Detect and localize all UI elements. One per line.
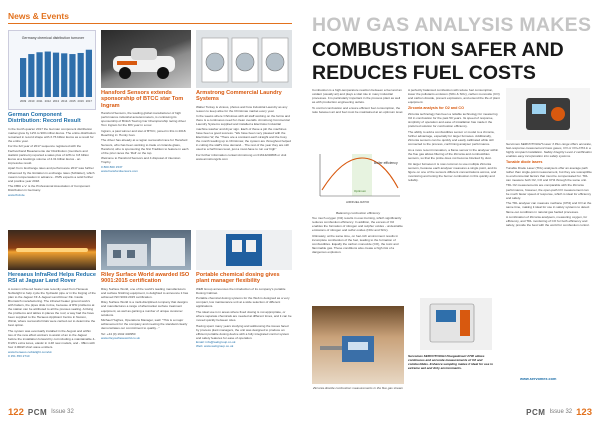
laser-analyser-photo: [506, 88, 590, 140]
article-paragraph: Michael Hughes, Operations Manager, said: "This is a major achievement for the company and meeting the standard clearly demonstrates our commitment to quality...": [101, 318, 189, 331]
chart-tick-label: 2011: [36, 99, 43, 103]
article-title: Riley Surface World awarded ISO 9001:2015 certification: [101, 272, 190, 285]
fluegas-photo-caption: Servomex SERVOTOUGH FluegasExact 2700 allows continuous and accurate measurements of O2 and combustibles. Enhance sampling makes it ideal for use in extreme wet and dirty environments.: [408, 354, 493, 370]
chart-tick-label: 2017: [85, 99, 93, 103]
article-paragraph: In the fourth quarter 2017 the German component distribution market grew by 12% to 900 million Euros. The entire distribution remained in record shape with 3.76 billion Euros as a result for the entire year.: [8, 126, 97, 143]
curve-label: Boiler efficiency: [374, 161, 398, 165]
body-paragraph: Zirconia technology has been a reliable technology for measuring O2 in combustion for the past 50 years. Its speed of response, simplicity of operation and ease of installation has made it the preferred solution for combustion efficiency.: [408, 111, 499, 129]
headline-line-2: COMBUSTION SAFER AND: [312, 39, 564, 61]
washing-machine-icon: [196, 30, 292, 88]
article-riley: [101, 272, 191, 402]
efficiency-graph: [312, 150, 404, 214]
issue-number: Issue 32: [549, 409, 573, 415]
article-paragraph: Portable chemical dosing systems for the Web is designed as a very compact, low maintenance unit at a wide selection of different applications.: [196, 296, 291, 309]
chart-tick-label: 2010: [28, 99, 35, 103]
chart-bar: [28, 54, 34, 97]
chart-tick-label: 2015: [69, 99, 76, 103]
headline-line-1: HOW GAS ANALYSIS MAKES: [312, 14, 592, 36]
article-paragraph: The driver has already at a region successful race for Hansford Sensors, who has been working to trade on Grande glass, Hansford, who is sponsoring the first Tradition to feature in each of the prior races the 'Roll' on the top.: [101, 138, 190, 155]
bar-chart-svg: [9, 31, 97, 111]
article-paragraph: In the weeks where Christmas with all staff working on the farms and there is a continuous need for clean overalls. Armstrong Commercial Laundry Systems supplied and installed a Electrolux Industrial machine washer and dryer sign. Each of these a job the machines have been a good success. "We have been very pleased with the Electrolux W, the "There are a constant each straight and the busy the month leading up to Christmas; the system are throughout helped in cutting the staff's time demand... The rest of the year they are still used to a half times level, just a must-have to run our high": [196, 114, 292, 152]
body-paragraph: As a more recent innovation, a flame sensor in the analyser within the flue gas allows filtering of the Zirconia and combustibles sensors, so that the probe does not become blocked by dust.: [408, 147, 500, 160]
article-paragraph: For the full year of 2017 sequence registered with the Fachverband Bauelemente der Distribution (members and statistic partners) reported a sales plus of 12% to 3.8 billion Euros at a bookings volume of 4.31 billion Euros - an impressive result.: [8, 144, 90, 165]
article-website-link[interactable]: www.fbdi.de: [8, 192, 25, 197]
article-heraeus: [8, 272, 96, 402]
chart-bar: [69, 54, 75, 97]
article-paragraph: A custom infra-red heater was recently used from Heraeus Noblelight to help cycle the hydraulic pipe or in the forging of the plan to the Jaguar XF & Jaguar Land Rover XE. Castle Bromwich manufacturing. The infrared heater ground work's with hatters, the pipes slide in-line, because of RSI problems at the station can be attributed to all the presses sealing. Arriving the problems and tables in places the roof, a way had the have been supplied to the Heraeus Applicant Centre in Neston, Wirral, where successful trials were carried out to determine the best option.: [8, 286, 97, 328]
article-phone: 0 800 800 1537: [101, 164, 123, 169]
article-hansford: [101, 90, 191, 230]
chart-bar: [53, 53, 59, 97]
article-armstrong: [196, 90, 292, 230]
article-paragraph: WEB Group announces the introduction of its company's portable Dosing Cabinet.: [196, 286, 287, 295]
racing-car-icon: [101, 30, 191, 88]
factory-icon: [101, 230, 191, 270]
article-email[interactable]: Email: info@webgroup.co.uk: [196, 340, 236, 345]
article-paragraph: The system was eventually installed in the August and within two of the new effect workers to assist of an to the Jaguar before the installation forward by cut including a maintainable 4-8 kW's extra tunes, elastic in 4.48 new models, and - 38km with four 4.00kW short wave emitters.: [8, 329, 96, 350]
body-paragraph: Too much oxygen (O2) results in over-burning, which significantly reduces combustion efficiency. In addition, the excess of O2 enables the formation of nitrogen and sulphur oxides - undesirable emissions of nitrogen and sulfur oxides (NOx and SOx).: [312, 216, 404, 233]
distribution-chart: [8, 30, 96, 110]
heater-glow-icon: [8, 230, 96, 270]
body-paragraph: A combination of Zirconia analysers, measuring oxygen, for efficiency, and TDL monitoring of CO for both efficiency and safety, provide the best with the world for combustion control.: [506, 215, 590, 228]
article-paragraph: The FBDi e.V. is the Professional Association of Component Distribution in Germany.: [8, 184, 91, 193]
article-phone: 0 151 353 2710: [8, 353, 30, 358]
article-paragraph: Tel: +44 (0) 1942 440950: [101, 332, 136, 337]
left-footer: [8, 404, 74, 420]
dosing-cabinet-photo: [196, 230, 292, 270]
furnace-photo-caption: Zirconia dioxide combustion measurements in the flue gas stream: [312, 386, 404, 390]
article-paragraph: Walter Turkey is vicious, photos and how Industrial Laundry as any reason to keep alive for the Christmas market every year.: [196, 104, 289, 113]
chart-bar: [78, 53, 84, 97]
article-website-link[interactable]: www.hansfordsensors.com: [101, 168, 138, 173]
x-axis-label: AIR/FUEL RATIO: [346, 200, 370, 204]
article-title: Portable chemical dosing gives plant manager flexibility: [196, 272, 280, 285]
body-paragraph: Ultimately, at the same time, on fuel-rich environment results in incomplete combustion of the fuel, leading to the formation of combustibles. Equally the carbon monoxide (CO), the toxic and flammable gas. These conditions also create a high risk of a dangerous explosion.: [312, 233, 400, 255]
article-paragraph: Having spent many years studying and addressing the issues faced by process plant managers, the unit was designed to produce an efficient portable dosing device with a fully integrated control system and safety features for ease of operation.: [196, 323, 291, 341]
chart-bar: [61, 53, 67, 97]
graph-caption: Balancing combustion efficiency: [335, 211, 381, 215]
article-website-link[interactable]: www.rileysurfaceworld.co.uk: [101, 336, 140, 341]
article-title: Hereaeus InfraRed Helps Reduce RSI at Jaguar Land Rover: [8, 272, 96, 285]
body-paragraph: On larger furnaces it is now common to use multiple Zirconia sensors, because each analyser measures a single point, and its figure on one of the sensors different concentrations across, and monitoring and tuning the burner combustion in this quickly and reliably.: [408, 161, 498, 182]
racing-car-photo: [101, 30, 191, 88]
body-paragraph: Tunable Diode Laser (TDL) analysers offer an average path rather than single-point measurement, but they are susceptible to environmental factors that must be compensated for. TDL can measure both O2, CO and CH4 through the same unit.: [506, 165, 593, 182]
analyser-probe-icon: [312, 306, 404, 384]
surface-world-photo: [101, 230, 191, 270]
article-website-link[interactable]: www.heraeus-noblelight.com/uk: [8, 349, 52, 354]
laser-photo-caption: Servomex SERVOTOUGH Laser 3 Plus range offers accurate, fast-response measurement trace gases, CO or CO+CH4 in a highly compact installation. Safety Integrity Level 2 certification enables easy incorporation into safety systems.: [506, 142, 592, 158]
dosing-cabinet-icon: [196, 230, 292, 270]
right-page: [300, 0, 600, 424]
section-rule: [8, 23, 292, 24]
chart-title: Germany chemical distribution turnover: [21, 36, 85, 40]
article-title: Hansford Sensors extends sponsorship of BTCC star Tom Ingram: [101, 90, 184, 109]
article-title: Armstrong Commercial Laundry Systems: [196, 90, 282, 103]
chart-bar: [86, 50, 92, 97]
efficiency-curve-svg: [312, 150, 404, 206]
magazine-name: PCM: [27, 407, 48, 417]
body-column-2: [408, 88, 500, 264]
servomex-website-link[interactable]: www.servomex.com: [520, 377, 557, 381]
article-distribution: [8, 112, 96, 228]
infrared-heater-photo: [8, 230, 96, 270]
sub-heading: Zirconia analysis for O2 and CO: [408, 106, 464, 111]
right-footer: [526, 404, 592, 420]
body-column-3: [506, 142, 592, 376]
body-paragraph: The ability to add a combustibles sensor or model to a zirconia, further advantage, especially for larger furnaces. Additionally, Zirconia sensors can be quickly and easily calibrated while still connected to the process, confirming analyser performance.: [408, 129, 496, 147]
chart-tick-label: 2014: [61, 99, 68, 103]
article-website-link[interactable]: Web: www.webgroup.co.uk: [196, 344, 234, 349]
body-column-1-lower: [312, 216, 404, 304]
furnace-analyser-photo: [312, 306, 404, 384]
article-paragraph: Welcome to Hansford Sensors and 4 disposal of intension Trophy.: [101, 156, 182, 165]
article-paragraph: For further information contact Armstrong on 01614240808 or visit www.armstrongcls.com: [196, 152, 288, 161]
article-paragraph: Riley Surface World is a multi-disciplined company that designs and manufactures a range of aftermarket surface treatment equipment, as well as gaining a number of unique customer solutions.: [101, 300, 189, 317]
optimum-label: Optimum: [354, 189, 367, 193]
sub-heading: Tunable diode lasers: [506, 160, 543, 164]
fluegas-analyser-photo: [420, 298, 492, 350]
chart-tick-label: 2013: [52, 99, 60, 103]
article-paragraph: Hansford Sensors, the leading global manufacturer of high performance industrial accelerometers, is continuing its sponsorship of British Touring Car Championship racing driver Tom Ingram for the fifth year in a row.: [101, 110, 187, 128]
body-paragraph: Combustion is a high-temperature reaction between a fuel and an oxidant (usually air) and plays a vital role in many industrial processes. It is particularly important in the process plant as well as with production engineering outlets.: [312, 88, 403, 105]
section-label: News & Events: [8, 11, 69, 21]
body-paragraph: A perfectly balanced combustion will reduce fuel consumption, lower the pollutants emission (NOx & SOx), carbon monoxide (CO) and carbon dioxide, prevent explosions, and extend the life of plant equipment.: [408, 88, 501, 105]
article-paragraph: Ingram, a past winner and star of BTCC, joined in this in 2018. Reaching in: Honky Ivan.: [101, 128, 188, 137]
body-paragraph: To control combustion and ensure efficient fuel consumption, the ratio between air and fuel must be maintained at an optimum level.: [312, 105, 404, 114]
headline-line-3: REDUCES FUEL COSTS: [312, 62, 536, 84]
laser-analyser-icon: [506, 88, 590, 140]
page-number: 123: [576, 406, 592, 418]
article-paragraph: The ideal use is in areas where fixed dosing is not appropriate, or where separate chemicals are needed at different times, and it can be moved quickly between sites.: [196, 310, 293, 323]
article-web-group: [196, 272, 292, 402]
article-paragraph: Apart from: Exchange rates and performance 2017 was further influenced by the limitation in exchange rates (Schlatter), which meant compensation in advance - PMS expects a solid further and positive year 2018.: [8, 166, 96, 183]
page-number: 122: [8, 406, 24, 418]
issue-number: Issue 32: [51, 409, 74, 415]
chart-tick-label: 2012: [44, 99, 51, 103]
article-paragraph: Riley Surface World, one of the world's leading manufacturers and surface finishing equipment, is delighted to announce it has achieved ISO 9001:2015 certification.: [101, 286, 190, 299]
chart-bar: [36, 52, 42, 97]
body-paragraph: TDL O2 measurements are comparable with the Zirconia performance, however, the open-path CO measurement can be much faster speed of response, which is ideal for efficiency and safety.: [506, 183, 592, 200]
magazine-name: PCM: [526, 407, 546, 417]
chart-bar: [45, 52, 51, 97]
laundry-machines-photo: [196, 30, 292, 88]
body-paragraph: The TDL analyser can measure methane (CH4) and CO at the same time, making it ideal for use in safety systems to detect flame-out conditions in natural gas fuelled processes.: [506, 201, 593, 214]
chart-bar: [20, 58, 26, 97]
article-title: German Component Distribution: Record Result: [8, 112, 81, 125]
chart-tick-label: 2016: [77, 99, 84, 103]
fluegas-analyser-icon: [420, 298, 492, 350]
chart-tick-label: 2009: [19, 99, 27, 103]
